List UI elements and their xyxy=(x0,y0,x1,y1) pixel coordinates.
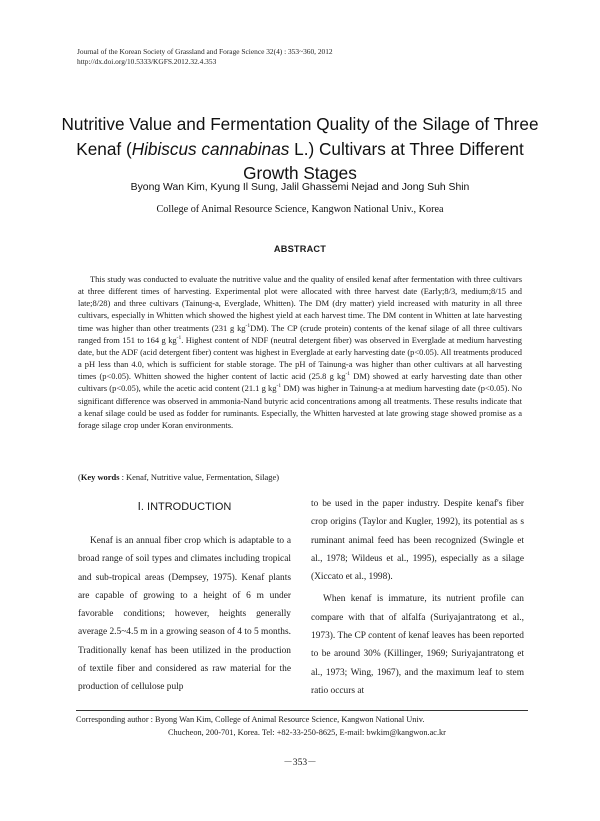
journal-doi[interactable]: http://dx.doi.org/10.5333/KGFS.2012.32.4.353 xyxy=(77,56,217,66)
abstract-text-1: This study was conducted to evaluate the nutritive value and the quality of ensiled kenaf after fermentation with three cultivars at three different times of harvesting. Experimental plot were allocated with three harvest date (Early;8/3, medium;8/15 and late;8/28) and three cultivars (Tainung-a, Everglade, Whitten). The DM (dry matter) yield increased with maturity in all three cultivars, especially in Whitten which showed the highest yield at each harvest time. The DM content in Whitten at late harvesting time was higher than other treatments (231 g kg xyxy=(78,274,522,333)
title-species-name: Hibiscus cannabinas xyxy=(131,138,290,159)
paper-title xyxy=(60,112,540,186)
page-number: －353－ xyxy=(283,757,317,768)
corresponding-line-1: Corresponding author : Byong Wan Kim, College of Animal Resource Science, Kangwon National Univ. xyxy=(76,715,425,724)
journal-header xyxy=(77,47,333,66)
abstract-text-5: DM) was higher in Tainung-a at medium harvesting date (p<0.05). No significant difference was observed in ammonia-Nand butyric acid concentrations among all treatments. These results indicate that a kenaf silage could be used as fodder for ruminants. Especially, the Whitten harvested at late growing stage showed promise as a forage silage crop under Koran environments. xyxy=(78,383,522,430)
intro-paragraph-2: When kenaf is immature, its nutrient profile can compare with that of alfalfa (Suriyajantratong et al., 1973). The CP content of kenaf leaves has been reported to be around 30% (Killinger, 1969; Suriyajantratong et al., 1973; Wing, 1967), and the maximum leaf to stem ratio occurs at xyxy=(311,594,524,696)
journal-citation: Journal of the Korean Society of Grassland and Forage Science 32(4) : 353~360, 2012 xyxy=(77,47,333,56)
abstract-text-4: DM) showed at early harvesting date than other cultivars (p<0.05), while the acetic acid content (21.1 g kg xyxy=(78,371,522,394)
affiliation: College of Animal Resource Science, Kangwon National Univ., Korea xyxy=(156,204,444,215)
keywords-open: ( xyxy=(78,472,81,482)
intro-paragraph-1-continued: to be used in the paper industry. Despite kenaf's fiber crop origins (Taylor and Kugler, 1992), its potential as s ruminant animal feed has been recognized (Swingle et al., 1978; Wildeus et al., 1995), especially as a silage (Xiccato et al., 1998). xyxy=(311,499,524,583)
corresponding-line-2: Chucheon, 200-701, Korea. Tel: +82-33-250-8625, E-mail: bwkim@kangwon.ac.kr xyxy=(168,728,446,738)
author-list: Byong Wan Kim, Kyung Il Sung, Jalil Ghassemi Nejad and Jong Suh Shin xyxy=(130,182,470,193)
abstract-text-2: DM). The CP (crude protein) contents of the kenaf silage of all three cultivars ranged from 151 to 164 g kg xyxy=(78,322,522,345)
keywords-text: : Kenaf, Nutritive value, Fermentation, Silage) xyxy=(119,472,280,482)
abstract-sup-3: -1 xyxy=(345,371,351,378)
abstract-sup-4: -1 xyxy=(276,383,282,390)
right-column xyxy=(311,495,524,700)
intro-paragraph-1: Kenaf is an annual fiber crop which is adaptable to a broad range of soil types and climates including tropical and sub-tropical areas (Dempsey, 1975). Kenaf plants are capable of growing to a height of 6 m under favorable conditions; however, heights generally average 2.5~4.5 m in a growing season of 4 to 5 months. Traditionally kenaf has been utilized in the production of textile fiber and considered as raw material for the production of cellulose pulp xyxy=(78,536,291,693)
footnote-divider xyxy=(76,710,528,711)
keywords xyxy=(78,471,522,483)
abstract-body xyxy=(78,273,522,431)
abstract-sup-2: -1 xyxy=(176,334,182,341)
title-part-2: L.) Cultivars at Three Different Growth Stages xyxy=(243,138,524,183)
keywords-label: Key words xyxy=(80,472,120,482)
left-column xyxy=(78,532,291,697)
abstract-sup-1: -1 xyxy=(245,322,251,329)
abstract-text-3: . Highest content of NDF (neutral detergent fiber) was observed in Everglade at medium harvesting date, but the ADF (acid detergent fiber) content was highest in Everglade at early harvesting date (p<0.05). All treatments produced a pH less than 4.0, which is sufficient for stable storage. The pH of Tainung-a was higher than other cultivars at all harvesting times (p<0.05). Whitten showed the higher content of lactic acid (25.8 g kg xyxy=(78,334,523,382)
introduction-heading: Ⅰ. INTRODUCTION xyxy=(137,501,232,513)
title-part-1: Nutritive Value and Fermentation Quality of the Silage of Three Kenaf ( xyxy=(61,114,539,159)
corresponding-author-note xyxy=(76,713,536,740)
abstract-heading: ABSTRACT xyxy=(273,244,327,254)
